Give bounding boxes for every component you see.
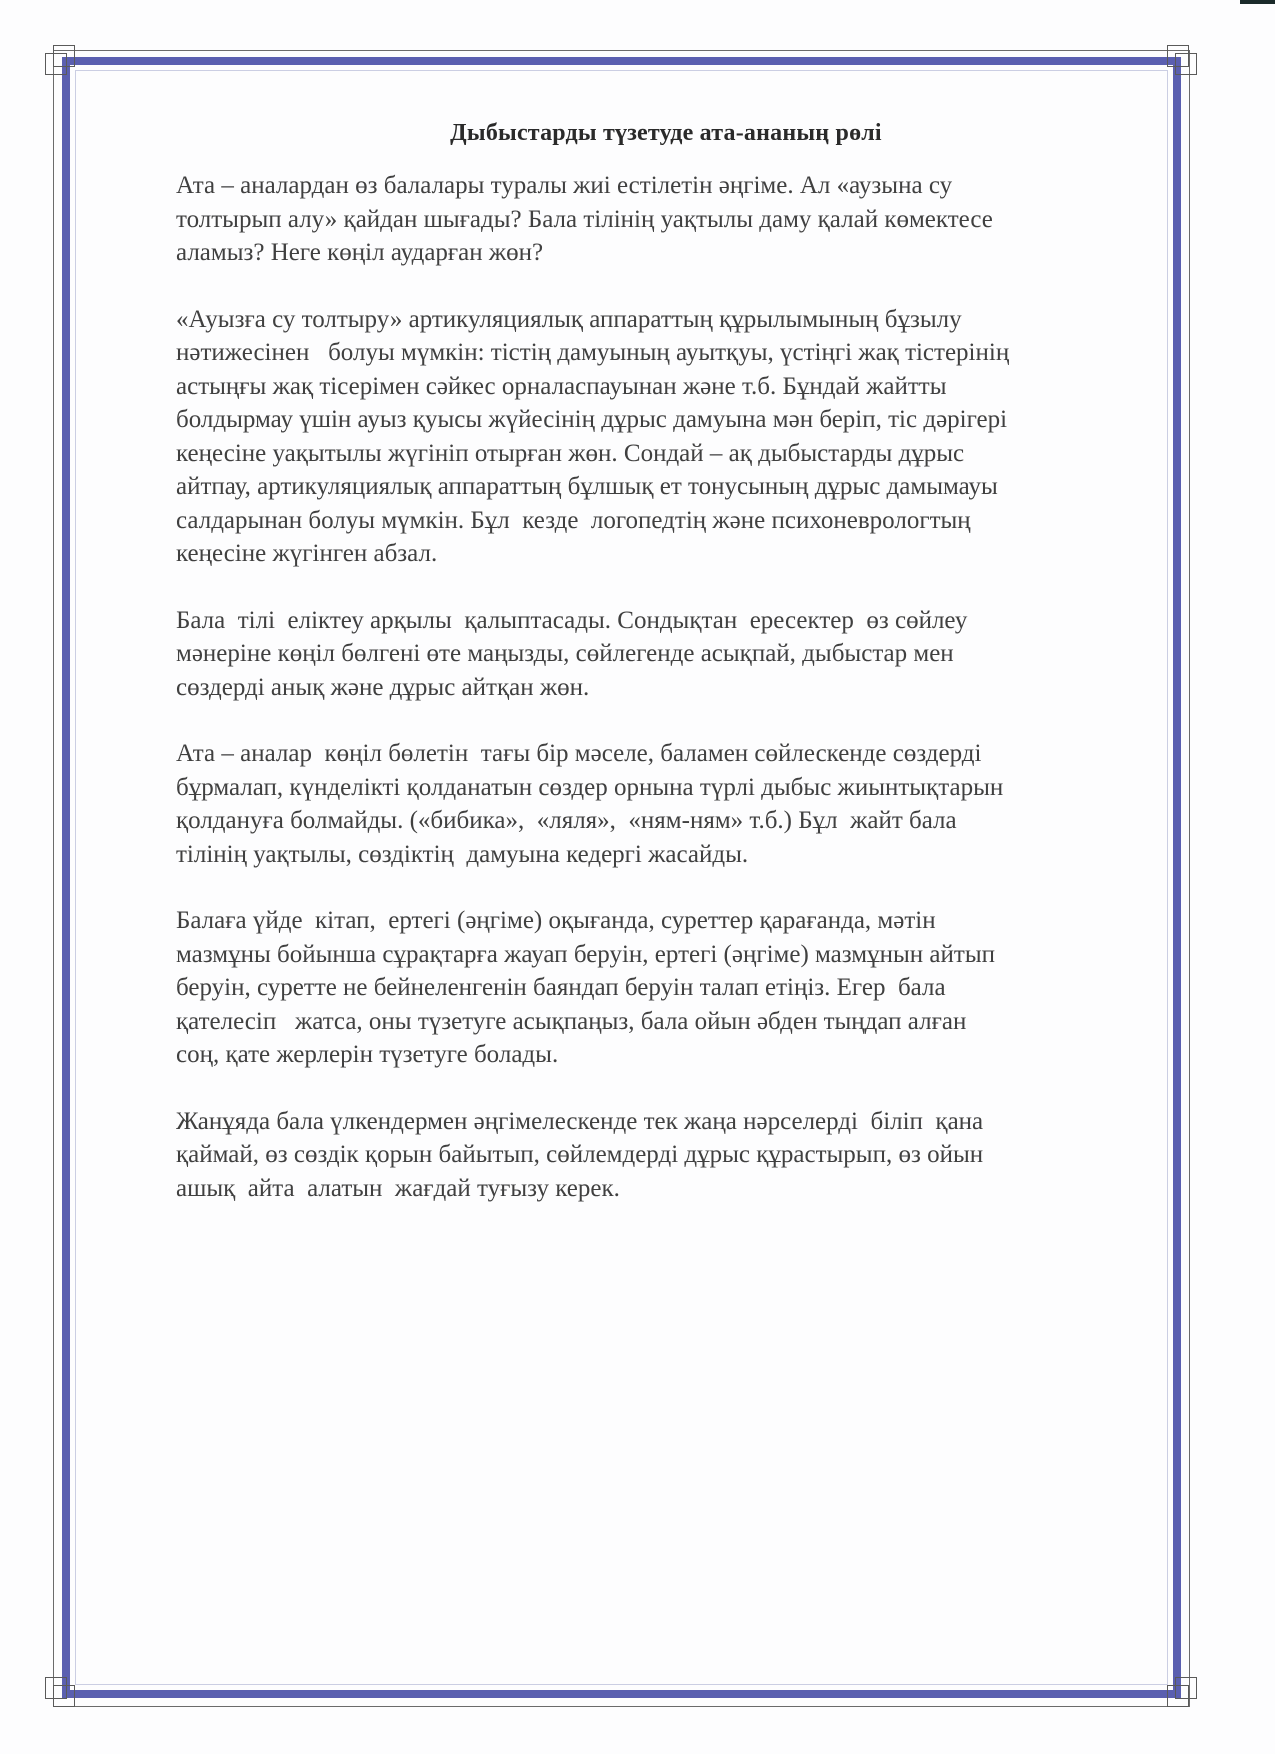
- scan-edge-artifact: [1240, 0, 1275, 4]
- paragraph: [176, 904, 1156, 1072]
- text-line: қолдануға болмайды. («бибика», «ляля», «ням-ням» т.б.) Бұл жайт бала: [176, 807, 957, 834]
- document-body: [176, 120, 1156, 1238]
- text-line: толтырып алу» қайдан шығады? Бала тілінің уақтылы даму қалай көмектесе: [176, 205, 993, 233]
- text-line: тілінің уақтылы, сөздіктің дамуына кедергі жасайды.: [176, 840, 749, 868]
- text-line: аламыз? Неге көңіл аударған жөн?: [176, 239, 544, 266]
- text-line: Ата – аналардан өз балалары туралы жиі естілетін әңгіме. Ал «аузына су: [176, 172, 953, 199]
- text-line: «Ауызға су толтыру» артикуляциялық аппараттың құрылымының бұзылу: [176, 305, 962, 333]
- paragraphs-container: [176, 169, 1156, 1205]
- text-line: нәтижесінен болуы мүмкін: тістің дамуының ауытқуы, үстіңгі жақ тістерінің: [176, 339, 1010, 366]
- corner-ornament-bottom-left: [53, 1685, 75, 1707]
- text-line: мәнеріне көңіл бөлгені өте маңызды, сөйлегенде асықпай, дыбыстар мен: [176, 640, 954, 667]
- text-line: Балаға үйде кітап, ертегі (әңгіме) оқығанда, суреттер қарағанда, мәтін: [176, 907, 936, 934]
- corner-ornament-top-right: [1175, 53, 1197, 75]
- text-line: Ата – аналар көңіл бөлетін тағы бір мәселе, баламен сөйлескенде сөздерді: [176, 740, 982, 767]
- document-title: Дыбыстарды түзетуде ата-ананың рөлі: [450, 120, 882, 146]
- text-line: болдырмау үшін ауыз қуысы жүйесінің дұрыс дамуына мән беріп, тіс дәрігері: [176, 406, 1008, 433]
- paragraph: [176, 1105, 1156, 1206]
- text-line: бұрмалап, күнделікті қолданатын сөздер орнына түрлі дыбыс жиынтықтарын: [176, 773, 1004, 801]
- text-line: Жанұяда бала үлкендермен әңгімелескенде тек жаңа нәрселерді біліп қана: [176, 1107, 984, 1135]
- corner-ornament-bottom-right: [1167, 1685, 1189, 1707]
- corner-ornament-top-left: [45, 53, 67, 75]
- paragraph: [176, 169, 1156, 270]
- text-line: беруін, суретте не бейнеленгенін баяндап беруін талап етіңіз. Егер бала: [176, 974, 946, 1001]
- text-line: ашық айта алатын жағдай туғызу керек.: [176, 1174, 620, 1202]
- paragraph: [176, 737, 1156, 871]
- paragraph: [176, 604, 1156, 705]
- text-line: сөздерді анық және дұрыс айтқан жөн.: [176, 673, 590, 701]
- text-line: мазмұны бойынша сұрақтарға жауап беруін, ертегі (әңгіме) мазмұнын айтып: [176, 940, 995, 968]
- text-line: салдарынан болуы мүмкін. Бұл кезде логопедтің және психоневрологтың: [176, 506, 971, 534]
- text-line: кеңесіне жүгінген абзал.: [176, 540, 438, 567]
- text-line: соң, қате жерлерін түзетуге болады.: [176, 1041, 559, 1068]
- text-line: қателесіп жатса, оны түзетуге асықпаңыз, бала ойын әбден тыңдап алған: [176, 1007, 967, 1035]
- text-line: айтпау, артикуляциялық аппараттың бұлшық ет тонусының дұрыс дамымауы: [176, 473, 998, 500]
- text-line: қаймай, өз сөздік қорын байытып, сөйлемдерді дұрыс құрастырып, өз ойын: [176, 1141, 984, 1168]
- text-line: Бала тілі еліктеу арқылы қалыптасады. Сондықтан ересектер өз сөйлеу: [176, 606, 968, 634]
- text-line: кеңесіне уақытылы жүгініп отырған жөн. Сондай – ақ дыбыстарды дұрыс: [176, 439, 965, 467]
- paragraph: [176, 303, 1156, 571]
- text-line: астыңғы жақ тісерімен сәйкес орналаспауынан және т.б. Бұндай жайтты: [176, 372, 947, 400]
